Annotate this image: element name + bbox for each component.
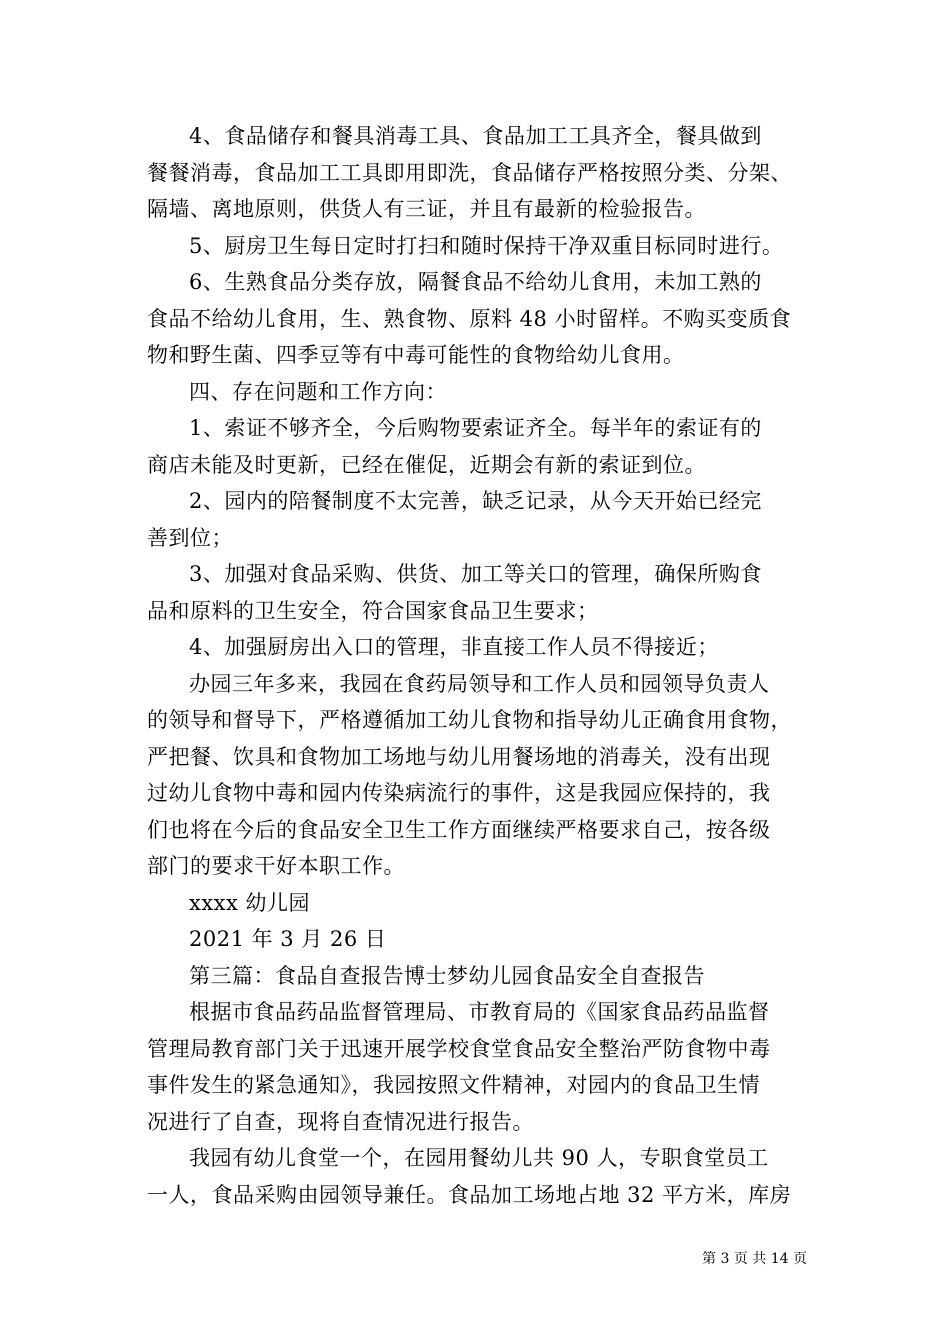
paragraph [147, 556, 807, 629]
paragraph [147, 264, 807, 374]
text-line: 我园有幼儿食堂一个，在园用餐幼儿共 90 人，专职食堂员工 [189, 1146, 769, 1170]
text-line: 过幼儿食物中毒和园内传染病流行的事件，这是我园应保持的，我 [147, 781, 771, 805]
text-line: 物和野生菌、四季豆等有中毒可能性的食物给幼儿食用。 [147, 343, 685, 367]
text-line: 部门的要求干好本职工作。 [147, 854, 405, 878]
text-line: 3、加强对食品采购、供货、加工等关口的管理，确保所购食 [189, 562, 762, 586]
text-line: 6、生熟食品分类存放，隔餐食品不给幼儿食用，未加工熟的 [189, 270, 762, 294]
paragraph [147, 629, 807, 666]
text-line: 们也将在今后的食品安全卫生工作方面继续严格要求自己，按各级 [147, 817, 771, 842]
paragraph [147, 228, 807, 265]
text-line: 餐餐消毒，食品加工工具即用即洗，食品储存严格按照分类、分架、 [147, 160, 792, 185]
document-body [147, 118, 807, 1213]
text-line: 商店未能及时更新，已经在催促，近期会有新的索证到位。 [147, 452, 706, 477]
paragraph [147, 666, 807, 885]
paragraph [147, 374, 807, 411]
text-line: 管理局教育部门关于迅速开展学校食堂食品安全整治严防食物中毒 [147, 1036, 771, 1061]
text-line: 2、园内的陪餐制度不太完善，缺乏记录，从今天开始已经完 [189, 489, 762, 513]
paragraph [147, 958, 807, 995]
text-line: 一人，食品采购由园领导兼任。食品加工场地占地 32 平方米，库房 [147, 1182, 792, 1207]
page-number-footer: 第 3 页 共 14 页 [702, 1251, 807, 1267]
text-line: 4、加强厨房出入口的管理，非直接工作人员不得接近； [189, 635, 719, 659]
text-line: 1、索证不够齐全，今后购物要索证齐全。每半年的索证有的 [189, 416, 762, 440]
text-line: 况进行了自查，现将自查情况进行报告。 [147, 1109, 534, 1134]
text-line: 第三篇：食品自查报告博士梦幼儿园食品安全自查报告 [189, 963, 705, 988]
text-line: 根据市食品药品监督管理局、市教育局的《国家食品药品监督 [189, 1000, 770, 1024]
text-line: 隔墙、离地原则，供货人有三证，并且有最新的检验报告。 [147, 197, 706, 221]
text-line: 严把餐、饮具和食物加工场地与幼儿用餐场地的消毒关，没有出现 [147, 744, 771, 769]
text-line: 事件发生的紧急通知》，我园按照文件精神，对园内的食品卫生情 [147, 1073, 760, 1097]
text-line: 的领导和督导下，严格遵循加工幼儿食物和指导幼儿正确食用食物， [147, 708, 792, 732]
text-line: 办园三年多来，我园在食药局领导和工作人员和园领导负责人 [189, 671, 770, 696]
paragraph [147, 118, 807, 228]
paragraph [147, 921, 807, 958]
paragraph [147, 885, 807, 922]
paragraph [147, 1140, 807, 1213]
paragraph [147, 994, 807, 1140]
text-line: 5、厨房卫生每日定时打扫和随时保持干净双重目标同时进行。 [189, 233, 784, 258]
text-line: 四、存在问题和工作方向： [189, 379, 447, 404]
text-line: 品和原料的卫生安全，符合国家食品卫生要求； [147, 598, 599, 623]
text-line: 食品不给幼儿食用，生、熟食物、原料 48 小时留样。不购买变质食 [147, 306, 792, 331]
paragraph [147, 483, 807, 556]
paragraph [147, 410, 807, 483]
text-line: 2021 年 3 月 26 日 [189, 927, 387, 951]
text-line: xxxx 幼儿园 [189, 890, 311, 915]
text-line: 善到位； [147, 525, 233, 550]
text-line: 4、食品储存和餐具消毒工具、食品加工工具齐全，餐具做到 [189, 124, 762, 148]
